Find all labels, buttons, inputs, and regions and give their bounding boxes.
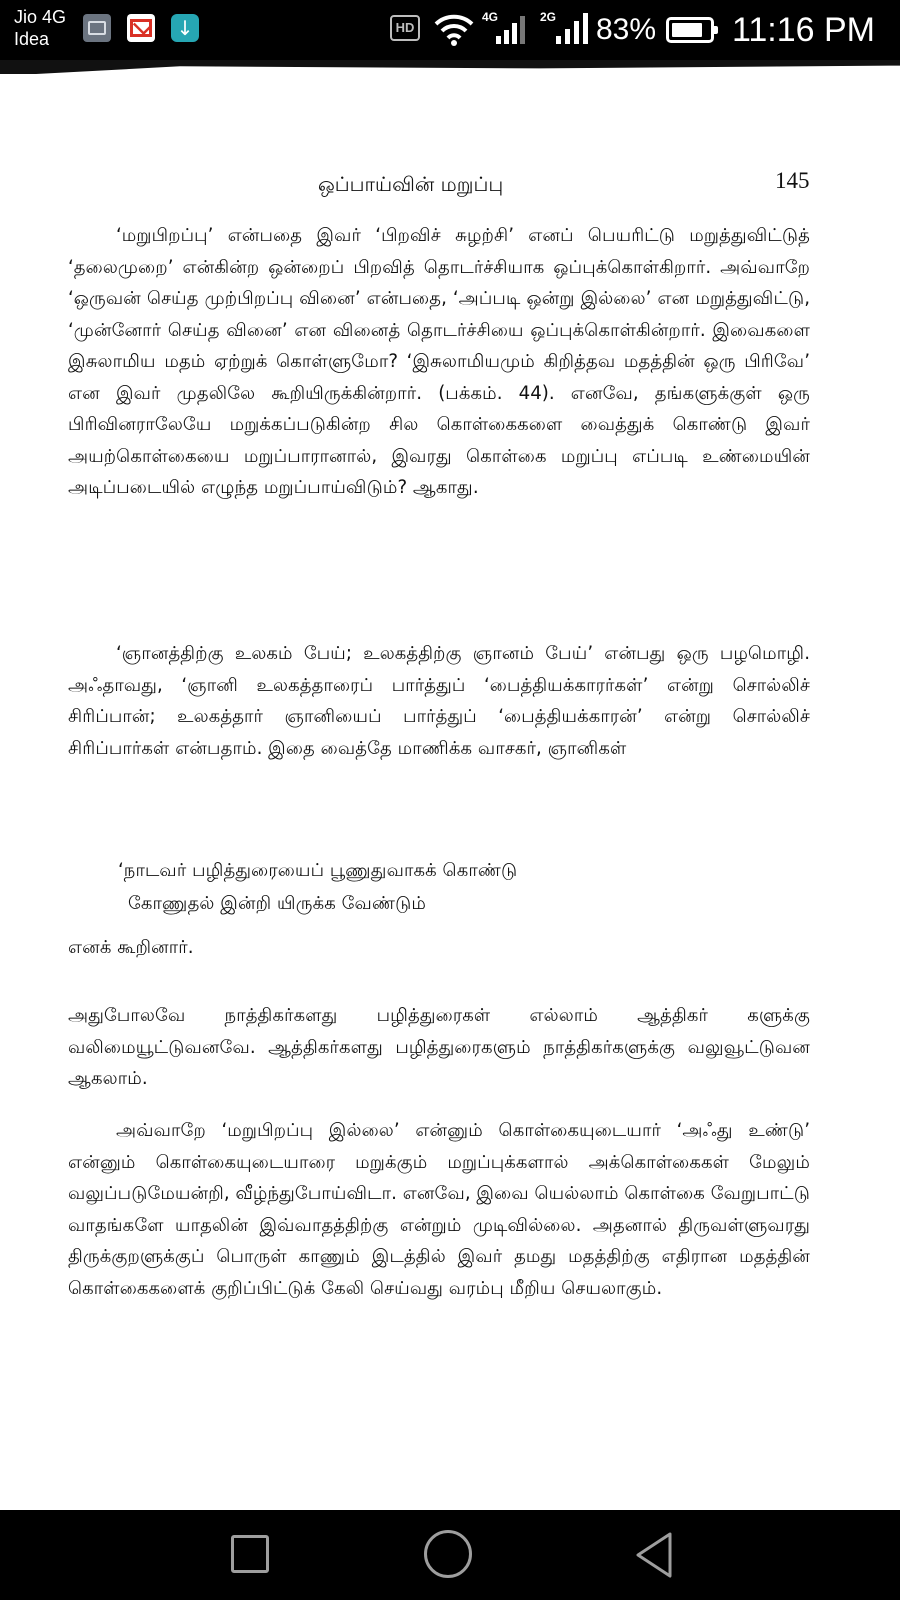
sim1-signal-icon — [482, 10, 526, 46]
verse-line-1: ‘நாடவர் பழித்துரையைப் பூணுதுவாகக் கொண்டு — [118, 860, 518, 881]
recents-button[interactable] — [226, 1530, 276, 1580]
gmail-icon — [127, 14, 155, 42]
running-head: ஒப்பாய்வின் மறுப்பு — [318, 172, 504, 196]
carrier-label — [14, 6, 66, 50]
sim2-network-label: 2G — [540, 10, 557, 24]
paragraph-3-text: அதுபோலவே நாத்திகர்களது பழித்துரைகள் எல்லாம் ஆத்திகர் களுக்கு வலிமையூட்டுவனவே. ஆத்திகர்களது பழித்துரைகளும் நாத்திகர்களுக்கு வலுவூட்டுவன ஆகலாம். — [68, 1005, 810, 1089]
after-quote-text: எனக் கூறினார். — [68, 937, 194, 958]
sim2-signal-icon — [540, 10, 592, 46]
carrier-line-1: Jio 4G — [14, 7, 67, 27]
paragraph-2 — [68, 638, 810, 764]
battery-fill — [672, 23, 702, 37]
paragraph-4-text: அவ்வாறே ‘மறுபிறப்பு இல்லை’ என்னும் கொள்கையுடையார் ‘அஃது உண்டு’ என்னும் கொள்கையுடையாரை மறுக்கும் மறுப்புக்களால் அக்கொள்கைகள் மேலும் வலுப்படுமேயன்றி, வீழ்ந்துபோய்விடா. எனவே, இவை யெல்லாம் கொள்கை வேறுபாட்டு வாதங்களே யாதலின் இவ்வாதத்திற்கு என்றும் முடிவில்லை. அதனால் திருவள்ளுவரது திருக்குறளுக்குப் பொருள் காணும் இடத்தில் இவர் தமது மதத்திற்கு எதிரான மதத்தின் கொள்கைகளைக் குறிப்பிட்டுக் கேலி செய்வது வரம்பு மீறிய செயலாகும். — [68, 1120, 810, 1299]
book-page[interactable] — [0, 60, 900, 1510]
paragraph-1-text: ‘மறுபிறப்பு’ என்பதை இவர் ‘பிறவிச் சுழற்சி’ எனப் பெயரிட்டு மறுத்துவிட்டுத் ‘தலைமுறை’ என்கின்ற ஒன்றைப் பிறவித் தொடர்ச்சியாக ஒப்புக்கொள்கிறார். அவ்வாறே ‘ஒருவன் செய்த முற்பிறப்பு வினை’ என்பதை, ‘அப்படி ஒன்று இல்லை’ என மறுத்துவிட்டு, ‘முன்னோர் செய்த வினை’ என வினைத் தொடர்ச்சியை ஒப்புக்கொள்கின்றார். இவைகளை இசுலாமிய மதம் ஏற்றுக் கொள்ளுமோ? ‘இசுலாமியமும் கிறித்தவ மதத்தின் ஒரு பிரிவே’ என இவர் முதலிலே கூறியிருக்கின்றார். (பக்கம். 44). எனவே, தங்களுக்குள் ஒரு பிரிவினராலேயே மறுக்கப்படுகின்ற சில கொள்கைகளை வைத்துக் கொண்டு இவர் அயற்கொள்கையை மறுப்பாரானால், இவரது கொள்கை மறுப்பு எப்படி உண்மையின் அடிப்படையில் எழுந்த மறுப்பாய்விடும்? ஆகாது. — [68, 225, 810, 498]
verse-quote — [118, 854, 758, 920]
navigation-bar — [0, 1510, 900, 1600]
paragraph-1 — [68, 220, 810, 504]
paragraph-2-text: ‘ஞானத்திற்கு உலகம் பேய்; உலகத்திற்கு ஞானம் பேய்’ என்பது ஒரு பழமொழி. அஃதாவது, ‘ஞானி உலகத்தாரைப் பார்த்துப் ‘பைத்தியக்காரர்கள்’ என்று சொல்லிச் சிரிப்பான்; உலகத்தார் ஞானியைப் பார்த்துப் ‘பைத்தியக்காரன்’ என்று சொல்லிச் சிரிப்பார்கள் என்பதாம். இதை வைத்தே மாணிக்க வாசகர், ஞானிகள் — [68, 643, 810, 759]
paragraph-3 — [68, 1000, 810, 1095]
home-button[interactable] — [424, 1530, 474, 1580]
download-icon — [171, 14, 199, 42]
battery-icon — [666, 17, 714, 43]
page-number: 145 — [775, 168, 810, 193]
status-bar — [0, 0, 900, 60]
hd-icon: HD — [390, 15, 420, 41]
sim1-network-label: 4G — [482, 10, 499, 24]
gallery-icon — [83, 14, 111, 42]
carrier-line-2: Idea — [14, 29, 50, 49]
paragraph-4 — [68, 1115, 810, 1304]
back-button[interactable] — [630, 1530, 680, 1580]
verse-line-2: கோணுதல் இன்றி யிருக்க வேண்டும் — [128, 893, 426, 914]
battery-percent: 83% — [596, 13, 657, 46]
clock: 11:16 PM — [732, 11, 876, 49]
wifi-icon — [434, 12, 474, 46]
